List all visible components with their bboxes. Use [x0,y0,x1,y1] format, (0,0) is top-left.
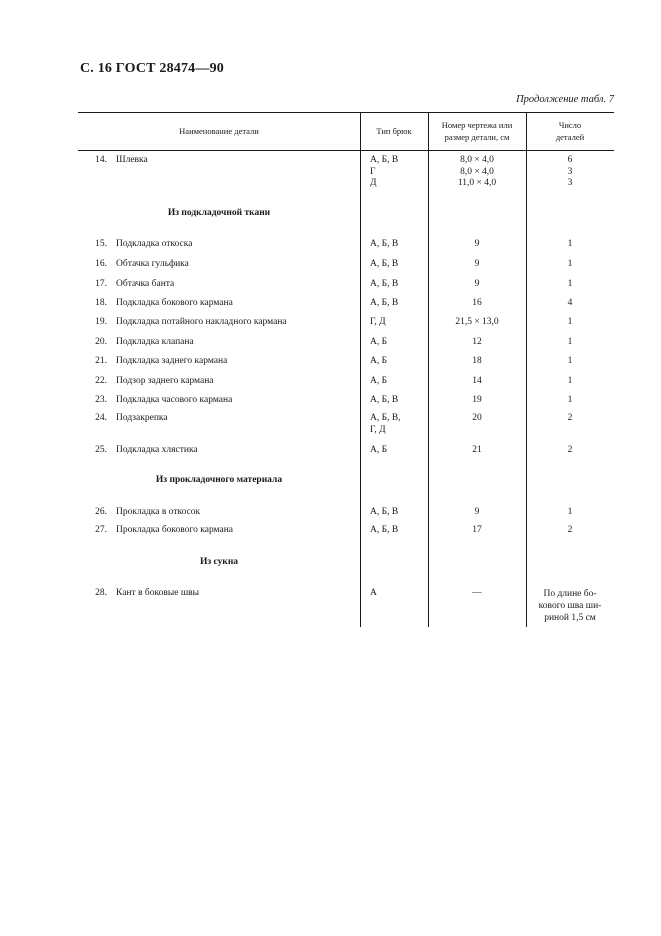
row-number: 24. [95,413,107,423]
part-count: 2 [567,445,573,455]
part-name: Кант в боковые швы [116,588,200,598]
trouser-type: А, Б, В [370,279,399,289]
drawing-number: — [472,588,482,598]
row-number: 28. [95,588,107,598]
trouser-type: А, Б, В [370,507,399,517]
part-name: Подзор заднего кармана [116,376,214,386]
part-name: Подзакрепка [116,413,168,423]
part-name: Обтачка гульфика [116,259,189,269]
header-part-count: Число деталей [555,120,585,142]
part-name: Подкладка потайного накладного кармана [116,317,287,327]
table-top-border [78,112,614,113]
trouser-type: Г, Д [370,317,386,327]
part-count: 1 [567,317,573,327]
row-number: 16. [95,259,107,269]
row-number: 23. [95,395,107,405]
drawing-number: 9 [474,279,480,289]
part-name: Прокладка бокового кармана [116,525,234,535]
trouser-type: А, Б, В [370,298,399,308]
row-number: 15. [95,239,107,249]
part-count: 1 [567,507,573,517]
row-number: 21. [95,356,107,366]
part-count: 1 [567,356,573,366]
drawing-number: 12 [472,337,482,347]
part-name: Подкладка часового кармана [116,395,233,405]
part-count: 6 3 3 [567,155,573,188]
drawing-number: 17 [472,525,482,535]
drawing-number: 8,0 × 4,0 8,0 × 4,0 11,0 × 4,0 [457,155,497,188]
drawing-number: 9 [474,259,480,269]
header-drawing-number: Номер чертежа или размер детали, см [441,120,513,142]
row-number: 18. [95,298,107,308]
section-heading-cloth: Из сукна [199,557,239,567]
trouser-type: А, Б [370,337,388,347]
header-trouser-type: Тип брюк [376,126,412,136]
table-header-border [78,150,614,151]
section-heading-interlining: Из прокладочного материала [155,475,283,485]
trouser-type: А, Б, В [370,259,399,269]
trouser-type: А, Б, В [370,525,399,535]
header-part-name: Наименование детали [179,126,259,136]
drawing-number: 21,5 × 13,0 [455,317,499,327]
part-count: 1 [567,337,573,347]
trouser-type: А, Б, В Г Д [370,155,399,188]
row-number: 22. [95,376,107,386]
part-count: 1 [567,239,573,249]
part-name: Подкладка бокового кармана [116,298,233,308]
trouser-type: А, Б, В, Г, Д [370,413,401,435]
page-header: С. 16 ГОСТ 28474—90 [80,61,224,76]
row-number: 19. [95,317,107,327]
trouser-type: А, Б [370,376,388,386]
column-divider [360,112,361,627]
row-number: 27. [95,525,107,535]
drawing-number: 18 [472,356,482,366]
row-number: 25. [95,445,107,455]
part-count: 2 [567,525,573,535]
section-heading-lining: Из подкладочной ткани [167,208,271,218]
part-name: Прокладка в откосок [116,507,201,517]
part-count: 1 [567,395,573,405]
trouser-type: А, Б, В [370,239,399,249]
drawing-number: 20 [472,413,482,423]
row-number: 14. [95,155,107,165]
part-name: Подкладка хлястика [116,445,198,455]
part-count: 1 [567,376,573,386]
trouser-type: А [370,588,377,598]
part-name: Шлевка [116,155,148,165]
trouser-type: А, Б, В [370,395,399,405]
part-count: 4 [567,298,573,308]
drawing-number: 19 [472,395,482,405]
part-count: По длине бо- кового шва ши- риной 1,5 см [538,589,602,623]
drawing-number: 14 [472,376,482,386]
trouser-type: А, Б [370,356,388,366]
part-name: Обтачка банта [116,279,175,289]
part-name: Подкладка заднего кармана [116,356,228,366]
row-number: 26. [95,507,107,517]
drawing-number: 9 [474,507,480,517]
drawing-number: 21 [472,445,482,455]
part-count: 2 [567,413,573,423]
trouser-type: А, Б [370,445,388,455]
table-continuation-label: Продолжение табл. 7 [516,94,614,105]
drawing-number: 9 [474,239,480,249]
part-count: 1 [567,279,573,289]
row-number: 20. [95,337,107,347]
row-number: 17. [95,279,107,289]
part-name: Подкладка откоска [116,239,193,249]
part-count: 1 [567,259,573,269]
part-name: Подкладка клапана [116,337,194,347]
drawing-number: 16 [472,298,482,308]
parts-table [78,112,614,627]
